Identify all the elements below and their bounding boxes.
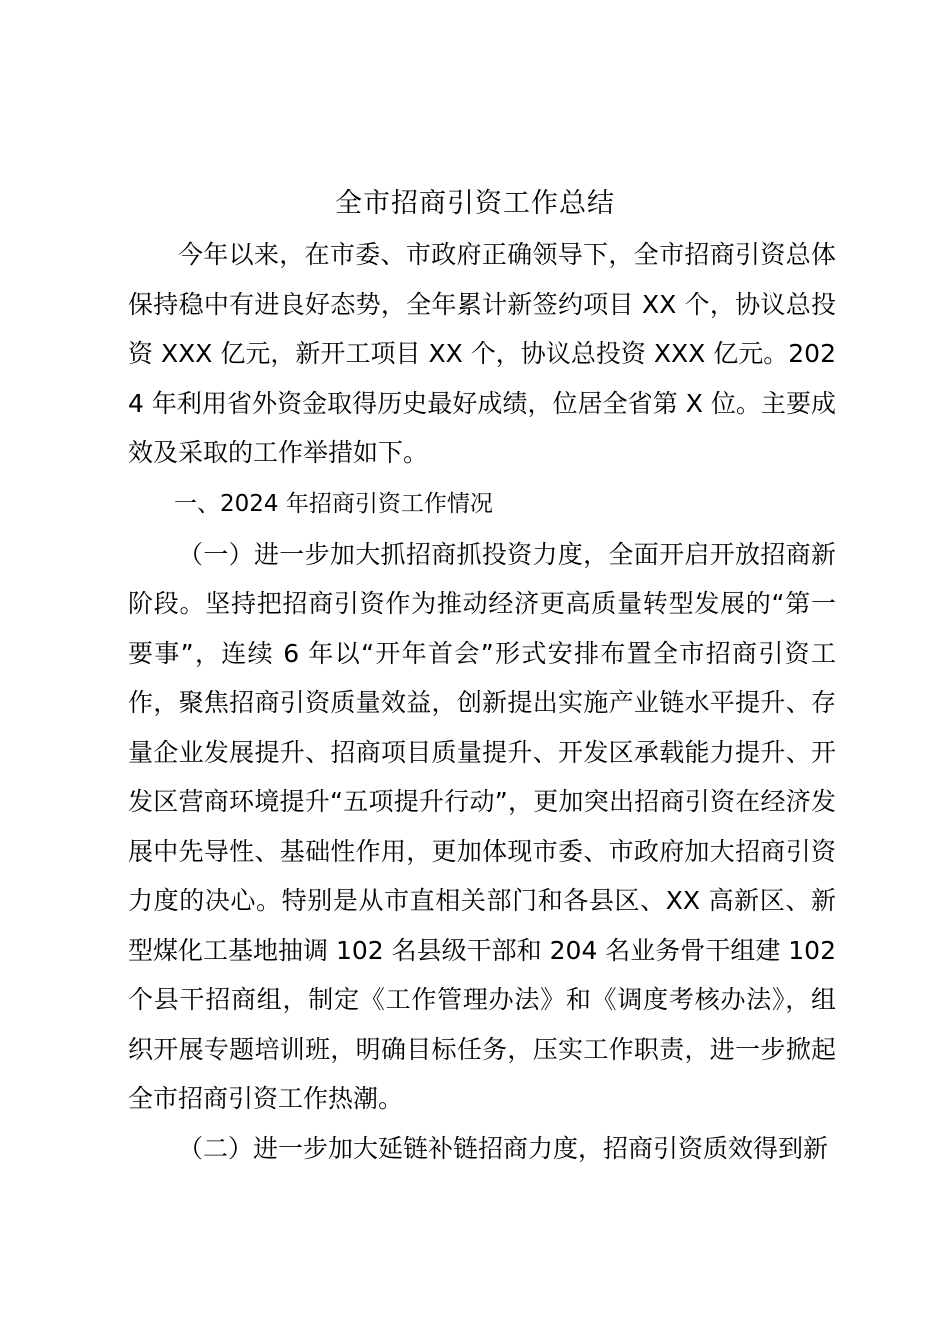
subsection-paragraph-1: （一）进一步加大抓招商抓投资力度，全面开启开放招商新阶段。坚持把招商引资作为推动经济更高质量转型发展的“第一要事”，连续 6 年以“开年首会”形式安排布置全市招商引资工作，聚焦招商引资质量效益，创新提出实施产业链水平提升、存量企业发展提升、招商项目质量提升、开发区承载能力提升、开发区营商环境提升“五项提升行动”，更加突出招商引资在经济发展中先导性、基础性作用，更加体现市委、市政府加大招商引资力度的决心。特别是从市直相关部门和各县区、XX 高新区、新型煤化工基地抽调 102 名县级干部和 204 名业务骨干组建 102 个县干招商组，制定《工作管理办法》和《调度考核办法》，组织开展专题培训班，明确目标任务，压实工作职责，进一步掀起全市招商引资工作热潮。 (128, 539, 836, 1113)
document-body (128, 230, 836, 1173)
intro-paragraph: 今年以来，在市委、市政府正确领导下，全市招商引资总体保持稳中有进良好态势，全年累计新签约项目 XX 个，协议总投资 XXX 亿元，新开工项目 XX 个，协议总投资 XXX 亿元。2024 年利用省外资金取得历史最好成绩，位居全省第 X 位。主要成效及采取的工作举措如下。 (128, 240, 836, 467)
section-heading: 一、2024 年招商引资工作情况 (174, 490, 493, 517)
subsection-paragraph-2: （二）进一步加大延链补链招商力度，招商引资质效得到新 (178, 1133, 829, 1163)
document-title: 全市招商引资工作总结 (335, 188, 615, 219)
